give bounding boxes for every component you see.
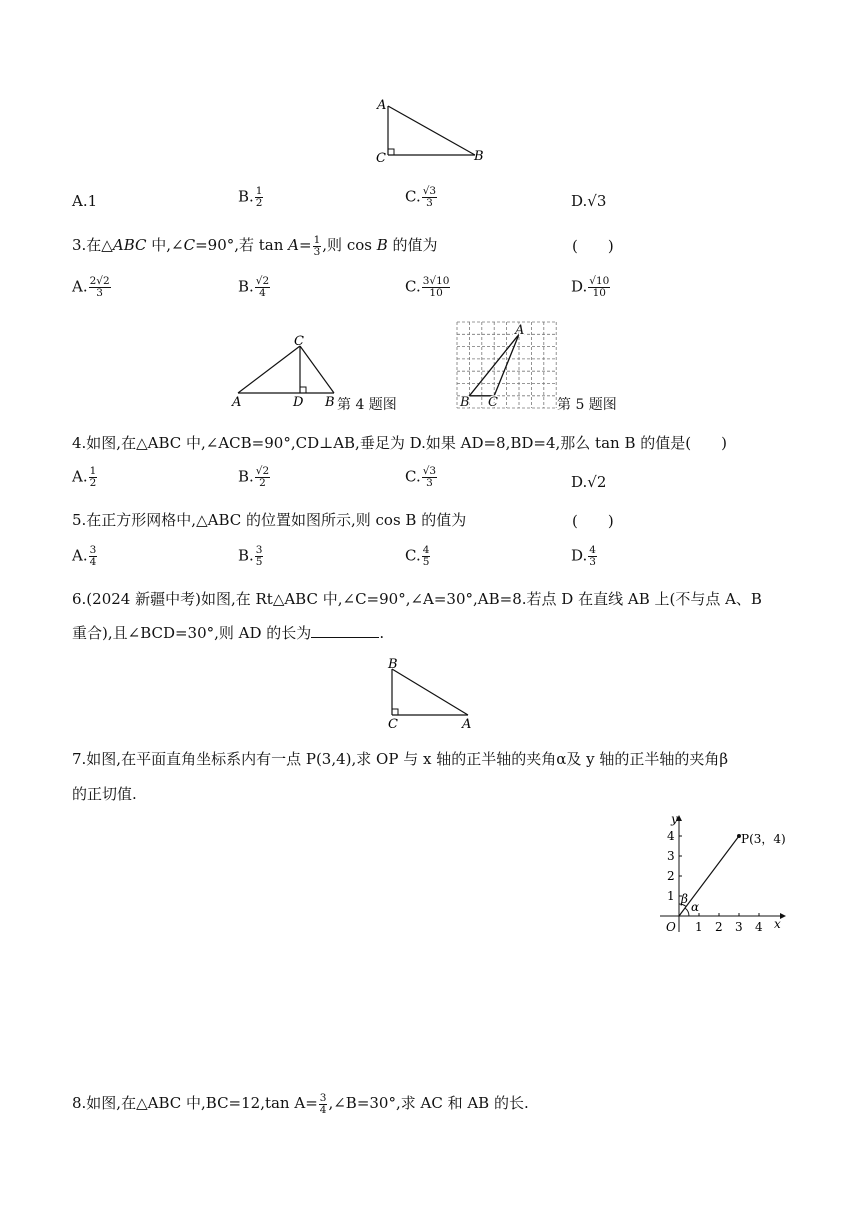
q6-right-angle-mark: [392, 709, 398, 715]
q5-option-b[interactable]: [238, 545, 264, 568]
fig5-caption: 第 5 题图: [557, 397, 617, 413]
q4-option-c[interactable]: [405, 466, 438, 489]
q4-option-a-num: 1: [89, 465, 97, 477]
q4-option-b-num: √2: [255, 465, 270, 477]
q3-stem-d: C: [183, 236, 196, 254]
q6-stem-line2-text: 重合),且∠BCD=30°,则 AD 的长为: [72, 624, 312, 642]
q4-option-d-value: √2: [587, 473, 607, 491]
q8-stem: [72, 1092, 529, 1116]
q6-triangle-figure: [380, 655, 480, 731]
q2-option-b-num: 1: [255, 185, 263, 197]
q3-option-d[interactable]: [571, 276, 611, 299]
q3-option-a-prefix: A.: [72, 277, 88, 296]
q3-option-b[interactable]: [238, 276, 271, 299]
q8-frac-den: 4: [319, 1103, 327, 1116]
q5-option-a-den: 4: [89, 556, 97, 568]
q2-option-d[interactable]: [571, 192, 606, 210]
q4-option-d[interactable]: [571, 473, 606, 491]
q3-stem-i: B: [376, 236, 388, 254]
q7-stem-line2: 的正切值.: [72, 785, 137, 803]
q7-x-tick-2: 2: [715, 920, 723, 934]
q3-option-d-den: 10: [592, 287, 606, 299]
q6-label-c: C: [388, 717, 398, 731]
fig4-label-c: C: [294, 334, 304, 349]
q5-option-a-prefix: A.: [72, 546, 88, 565]
q7-x-tick-1: 1: [695, 920, 703, 934]
q3-option-c-prefix: C.: [405, 277, 421, 296]
q5-option-d[interactable]: [571, 545, 598, 568]
q4-option-b-prefix: B.: [238, 467, 254, 486]
fig4-right-angle-mark: [300, 387, 306, 393]
q6-label-a: A: [462, 717, 472, 731]
q2-label-c: C: [376, 151, 386, 166]
q4-option-b[interactable]: [238, 466, 271, 489]
q3-stem: [72, 234, 438, 258]
q5-option-b-prefix: B.: [238, 546, 254, 565]
q7-label-x: x: [774, 917, 781, 931]
q3-stem-f: A: [288, 236, 300, 254]
q2-option-c-den: 3: [426, 197, 433, 209]
q3-stem-e: =90°,若 tan: [195, 236, 289, 254]
q5-answer-paren: ( ): [572, 512, 614, 530]
q6-stem-line2-end: .: [379, 624, 385, 642]
q7-label-y: y: [671, 812, 678, 826]
q6-stem-line1: 6.(2024 新疆中考)如图,在 Rt△ABC 中,∠C=90°,∠A=30°,AB=8.若点 D 在直线 AB 上(不与点 A、B: [72, 590, 762, 608]
q2-option-d-value: √3: [587, 192, 607, 210]
q2-triangle-figure: [370, 96, 500, 166]
fig4-triangle-figure: [228, 334, 340, 410]
q4-option-a[interactable]: [72, 466, 98, 489]
q5-option-c[interactable]: [405, 545, 431, 568]
q5-option-c-num: 4: [422, 544, 430, 556]
q6-stem-line2: [72, 622, 384, 644]
q2-option-a-prefix: A.: [72, 192, 88, 210]
fig4-label-a: A: [232, 395, 242, 410]
q5-option-c-den: 5: [422, 556, 430, 568]
q3-option-c-den: 10: [429, 287, 443, 299]
q3-stem-h: ,则 cos: [322, 236, 377, 254]
q5-option-a-num: 3: [89, 544, 97, 556]
q3-stem-j: 的值为: [387, 236, 438, 254]
q4-option-c-num: √3: [422, 465, 437, 477]
q2-option-a-value: 1: [87, 192, 98, 210]
q4-option-a-prefix: A.: [72, 467, 88, 486]
fig5-grid-figure: [455, 321, 559, 409]
q3-option-d-prefix: D.: [571, 277, 588, 296]
q3-option-a-num: 2√2: [89, 275, 110, 287]
q7-label-beta: β: [681, 892, 688, 906]
q3-stem-g: =: [299, 236, 312, 254]
fig4-label-b: B: [325, 395, 335, 410]
fig5-label-a: A: [515, 323, 525, 338]
q2-option-c[interactable]: [405, 186, 438, 209]
q2-label-b: B: [474, 149, 484, 164]
q5-option-c-prefix: C.: [405, 546, 421, 565]
fig4-side-cb: [300, 346, 334, 393]
q7-y-tick-3: 3: [667, 849, 675, 863]
q7-coordinate-figure: [655, 812, 795, 938]
q8-frac-num: 3: [319, 1091, 327, 1104]
q3-stem-frac-den: 3: [313, 245, 321, 258]
q5-option-b-num: 3: [255, 544, 263, 556]
q2-right-angle-mark: [388, 149, 394, 155]
q3-stem-a: 3.在△: [72, 236, 113, 254]
q7-stem-line1: 7.如图,在平面直角坐标系内有一点 P(3,4),求 OP 与 x 轴的正半轴的夹角α及 y 轴的正半轴的夹角β: [72, 750, 729, 768]
q2-side-ab: [388, 106, 475, 155]
q2-option-a[interactable]: [72, 192, 97, 210]
q3-stem-c: 中,∠: [146, 236, 184, 254]
q3-option-b-den: 4: [259, 287, 266, 299]
q6-side-ba: [392, 669, 468, 715]
q4-option-a-den: 2: [89, 477, 97, 489]
q2-option-b-prefix: B.: [238, 187, 254, 206]
q3-option-a-den: 3: [96, 287, 103, 299]
q3-option-c[interactable]: [405, 276, 451, 299]
q7-label-origin: O: [666, 920, 676, 934]
q6-label-b: B: [388, 657, 398, 672]
fig5-label-c: C: [488, 395, 498, 409]
q7-x-tick-4: 4: [755, 920, 763, 934]
q5-stem: 5.在正方形网格中,△ABC 的位置如图所示,则 cos B 的值为: [72, 511, 467, 529]
q4-option-b-den: 2: [259, 477, 266, 489]
q3-option-b-prefix: B.: [238, 277, 254, 296]
q7-segment-op: [679, 836, 739, 916]
q2-option-c-num: √3: [422, 185, 437, 197]
fig4-label-d: D: [293, 395, 304, 410]
q3-answer-paren: ( ): [572, 237, 614, 255]
q5-option-b-den: 5: [255, 556, 263, 568]
fig5-label-b: B: [460, 395, 470, 409]
q3-stem-frac-num: 1: [313, 233, 321, 246]
q2-option-b[interactable]: [238, 186, 264, 209]
q7-alpha-arc: [685, 908, 689, 916]
q2-option-c-prefix: C.: [405, 187, 421, 206]
q3-option-a[interactable]: [72, 276, 112, 299]
q5-option-d-num: 4: [589, 544, 596, 556]
q4-option-c-den: 3: [426, 477, 433, 489]
fig4-side-ac: [238, 346, 300, 393]
q4-stem: 4.如图,在△ABC 中,∠ACB=90°,CD⊥AB,垂足为 D.如果 AD=8,BD=4,那么 tan B 的值是( ): [72, 434, 727, 452]
q3-option-b-num: √2: [255, 275, 270, 287]
q7-y-tick-1: 1: [667, 889, 675, 903]
q3-option-d-num: √10: [589, 275, 610, 287]
q2-option-d-prefix: D.: [571, 192, 588, 210]
q7-label-p: P(3，4): [741, 832, 786, 846]
q7-y-tick-4: 4: [667, 829, 675, 843]
q4-option-c-prefix: C.: [405, 467, 421, 486]
fig4-caption: 第 4 题图: [337, 397, 397, 413]
q7-y-tick-2: 2: [667, 869, 675, 883]
q3-option-c-num: 3√10: [422, 275, 450, 287]
q5-option-a[interactable]: [72, 545, 98, 568]
q8-stem-a: 8.如图,在△ABC 中,BC=12,tan A=: [72, 1094, 318, 1112]
q2-option-b-den: 2: [255, 197, 263, 209]
q8-stem-b: ,∠B=30°,求 AC 和 AB 的长.: [328, 1094, 529, 1112]
q3-stem-b: ABC: [112, 236, 147, 254]
q5-option-d-prefix: D.: [571, 546, 588, 565]
q2-label-a: A: [377, 98, 387, 113]
q4-option-d-prefix: D.: [571, 473, 588, 491]
q7-label-alpha: α: [691, 900, 700, 914]
q6-answer-blank[interactable]: [311, 623, 379, 638]
q7-x-tick-3: 3: [735, 920, 743, 934]
q5-option-d-den: 3: [589, 556, 596, 568]
